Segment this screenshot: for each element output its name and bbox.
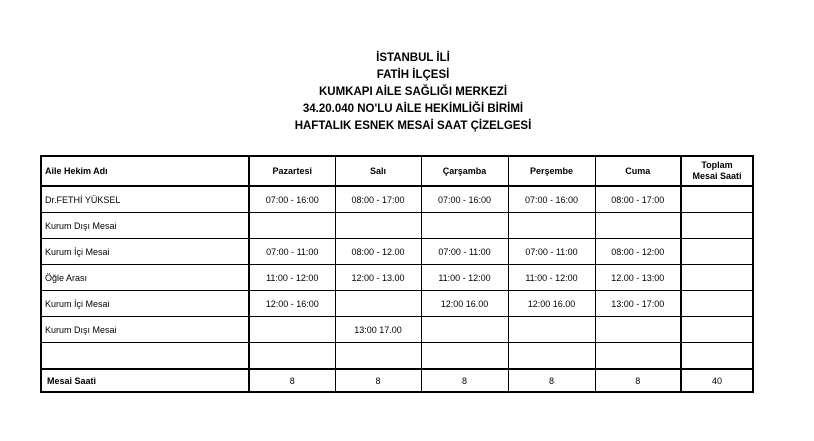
cell-monday [249, 317, 335, 343]
header-district: FATİH İLÇESİ [376, 69, 450, 81]
cell-monday [249, 343, 335, 370]
table-row [41, 213, 753, 239]
cell-monday: 07:00 - 11:00 [249, 239, 335, 265]
cell-wednesday [421, 317, 508, 343]
column-header-monday: Pazartesi [249, 156, 335, 186]
column-header-name: Aile Hekim Adı [41, 156, 249, 186]
cell-total [681, 317, 753, 343]
cell-thursday: 12:00 16.00 [508, 291, 595, 317]
cell-monday: 07:00 - 16:00 [249, 186, 335, 213]
cell-total [681, 265, 753, 291]
row-label: Öğle Arası [41, 265, 249, 291]
total-wednesday: 8 [421, 369, 508, 392]
cell-thursday: 11:00 - 12:00 [508, 265, 595, 291]
column-header-total-line1: Toplam [701, 160, 733, 170]
total-friday: 8 [595, 369, 681, 392]
column-header-friday: Cuma [595, 156, 681, 186]
cell-tuesday: 12:00 - 13.00 [335, 265, 421, 291]
cell-wednesday: 07:00 - 11:00 [421, 239, 508, 265]
column-header-tuesday: Salı [335, 156, 421, 186]
cell-thursday: 07:00 - 11:00 [508, 239, 595, 265]
header-health-center: KUMKAPI AİLE SAĞLIĞI MERKEZİ [318, 86, 508, 98]
table-row [41, 265, 753, 291]
cell-total [681, 343, 753, 370]
cell-total [681, 213, 753, 239]
weekly-schedule-table [40, 155, 754, 393]
total-tuesday: 8 [335, 369, 421, 392]
column-header-total-line2: Mesai Saati [692, 171, 742, 181]
cell-tuesday: 08:00 - 12.00 [335, 239, 421, 265]
cell-total [681, 186, 753, 213]
row-label: Kurum Dışı Mesai [41, 213, 249, 239]
table-row [41, 343, 753, 370]
table-row [41, 239, 753, 265]
totals-row [41, 369, 753, 392]
row-label: Dr.FETHİ YÜKSEL [41, 186, 249, 213]
row-label: Kurum İçi Mesai [41, 291, 249, 317]
cell-monday: 12:00 - 16:00 [249, 291, 335, 317]
cell-friday [595, 343, 681, 370]
cell-thursday [508, 317, 595, 343]
cell-total [681, 291, 753, 317]
cell-wednesday: 11:00 - 12:00 [421, 265, 508, 291]
cell-friday: 12.00 - 13:00 [595, 265, 681, 291]
header-schedule-title: HAFTALIK ESNEK MESAİ SAAT ÇİZELGESİ [294, 120, 532, 132]
column-header-total [681, 156, 753, 186]
cell-wednesday [421, 343, 508, 370]
header-province: İSTANBUL İLİ [376, 52, 450, 64]
cell-friday: 08:00 - 17:00 [595, 186, 681, 213]
cell-friday: 13:00 - 17:00 [595, 291, 681, 317]
cell-friday [595, 213, 681, 239]
cell-tuesday: 08:00 - 17:00 [335, 186, 421, 213]
cell-tuesday: 13:00 17.00 [335, 317, 421, 343]
cell-tuesday [335, 213, 421, 239]
column-header-thursday: Perşembe [508, 156, 595, 186]
cell-monday: 11:00 - 12:00 [249, 265, 335, 291]
cell-friday: 08:00 - 12:00 [595, 239, 681, 265]
table-row [41, 291, 753, 317]
column-header-wednesday: Çarşamba [421, 156, 508, 186]
cell-tuesday [335, 343, 421, 370]
total-thursday: 8 [508, 369, 595, 392]
cell-wednesday [421, 213, 508, 239]
cell-wednesday: 12:00 16.00 [421, 291, 508, 317]
header-unit: 34.20.040 NO'LU AİLE HEKİMLİĞİ BİRİMİ [302, 103, 524, 115]
cell-tuesday [335, 291, 421, 317]
row-label [41, 343, 249, 370]
total-weekly-hours: 40 [681, 369, 753, 392]
cell-thursday: 07:00 - 16:00 [508, 186, 595, 213]
row-label: Kurum Dışı Mesai [41, 317, 249, 343]
total-monday: 8 [249, 369, 335, 392]
document-header [0, 50, 814, 135]
row-label: Kurum İçi Mesai [41, 239, 249, 265]
totals-label: Mesai Saati [41, 369, 249, 392]
cell-friday [595, 317, 681, 343]
cell-wednesday: 07:00 - 16:00 [421, 186, 508, 213]
table-row [41, 186, 753, 213]
cell-total [681, 239, 753, 265]
table-header-row [41, 156, 753, 186]
cell-thursday [508, 343, 595, 370]
cell-monday [249, 213, 335, 239]
cell-thursday [508, 213, 595, 239]
table-row [41, 317, 753, 343]
